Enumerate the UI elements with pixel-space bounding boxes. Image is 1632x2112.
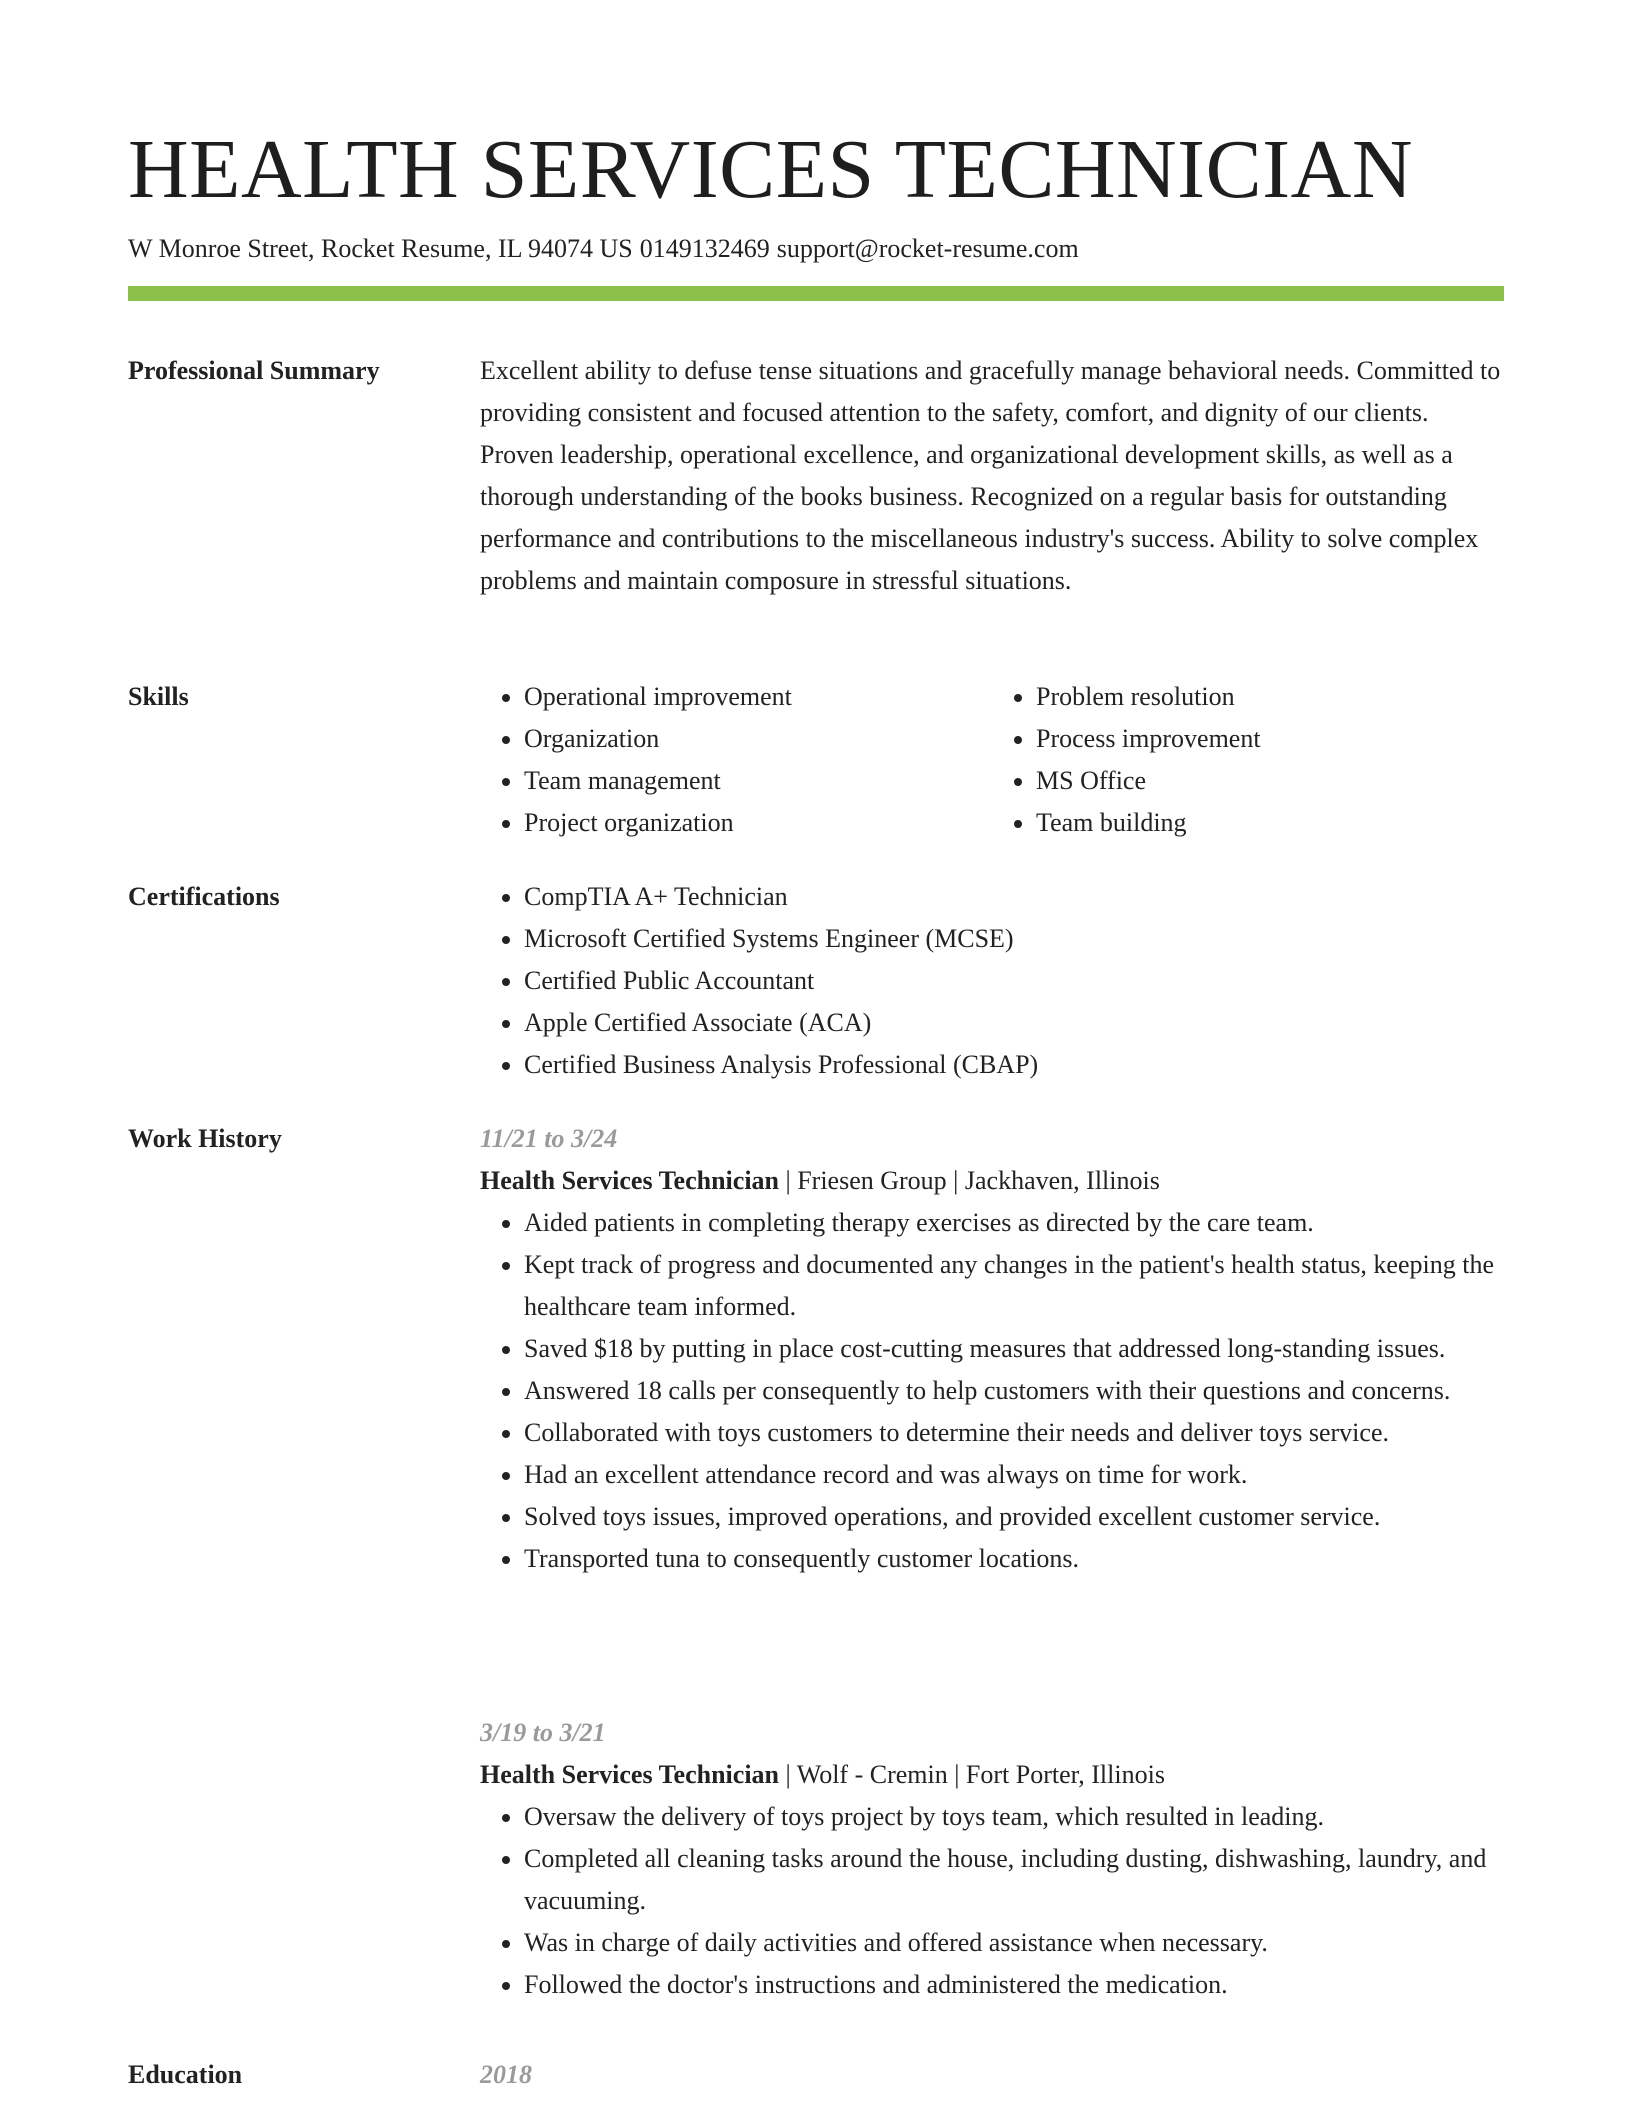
- job-bullet: • Kept track of progress and documented any changes in the patient's health status, keeping the healthcare team informed.: [524, 1244, 1504, 1328]
- job-role: Health Services Technician: [480, 1760, 779, 1789]
- skill-item: • Process improvement: [1036, 718, 1504, 760]
- job-title-line: [480, 1754, 1504, 1796]
- skill-item: • MS Office: [1036, 760, 1504, 802]
- job-entry: [480, 1712, 1504, 2006]
- job-bullet: • Completed all cleaning tasks around the house, including dusting, dishwashing, laundry, and vacuuming.: [524, 1838, 1504, 1922]
- work-history-body-2: [480, 1712, 1504, 2006]
- skills-list-left: [480, 676, 992, 844]
- job-bullet: • Transported tuna to consequently customer locations.: [524, 1538, 1504, 1580]
- job-details: | Friesen Group | Jackhaven, Illinois: [779, 1166, 1160, 1195]
- job-bullet: • Answered 18 calls per consequently to help customers with their questions and concerns.: [524, 1370, 1504, 1412]
- certification-item: • Certified Public Accountant: [524, 960, 1504, 1002]
- job-entry: [480, 1118, 1504, 1580]
- job-bullet: • Oversaw the delivery of toys project by toys team, which resulted in leading.: [524, 1796, 1504, 1838]
- job-bullet: • Followed the doctor's instructions and administered the medication.: [524, 1964, 1504, 2006]
- job-details: | Wolf - Cremin | Fort Porter, Illinois: [779, 1760, 1165, 1789]
- skill-item: • Team building: [1036, 802, 1504, 844]
- certification-item: • Apple Certified Associate (ACA): [524, 1002, 1504, 1044]
- job-bullet: • Solved toys issues, improved operations, and provided excellent customer service.: [524, 1496, 1504, 1538]
- certification-item: • CompTIA A+ Technician: [524, 876, 1504, 918]
- job-bullet: • Aided patients in completing therapy exercises as directed by the care team.: [524, 1202, 1504, 1244]
- skill-item: • Problem resolution: [1036, 676, 1504, 718]
- certification-item: • Certified Business Analysis Professional (CBAP): [524, 1044, 1504, 1086]
- education-body: [480, 2054, 1504, 2096]
- job-bullets: [480, 1796, 1504, 2006]
- contact-address: W Monroe Street, Rocket Resume, IL 94074 US: [128, 234, 633, 263]
- contact-phone: 0149132469: [639, 234, 770, 263]
- skill-item: • Team management: [524, 760, 992, 802]
- skills-heading: Skills: [128, 682, 189, 711]
- certification-item: • Microsoft Certified Systems Engineer (MCSE): [524, 918, 1504, 960]
- contact-email: support@rocket-resume.com: [776, 234, 1079, 263]
- summary-body: [480, 350, 1504, 602]
- job-title-line: [480, 1160, 1504, 1202]
- certifications-list: [480, 876, 1504, 1086]
- education-year: 2018: [480, 2060, 532, 2089]
- summary-text: Excellent ability to defuse tense situations and gracefully manage behavioral needs. Committed to providing consistent and focused attention to the safety, comfort, and dignity of our clients. Proven leadership, operational excellence, and organizational development skills, as well as a thorough understanding of the books business. Recognized on a regular basis for outstanding performance and contributions to the miscellaneous industry's success. Ability to solve complex problems and maintain composure in stressful situations.: [480, 356, 1501, 595]
- job-dates: 11/21 to 3/24: [480, 1124, 618, 1153]
- certifications-body: [480, 876, 1504, 1086]
- summary-heading: Professional Summary: [128, 356, 380, 385]
- education-heading: Education: [128, 2060, 243, 2089]
- skill-item: • Project organization: [524, 802, 992, 844]
- job-bullet: • Had an excellent attendance record and was always on time for work.: [524, 1454, 1504, 1496]
- certifications-heading: Certifications: [128, 882, 280, 911]
- work-history-heading: Work History: [128, 1124, 282, 1153]
- skills-columns: [480, 676, 1504, 844]
- job-bullet: • Collaborated with toys customers to determine their needs and deliver toys service.: [524, 1412, 1504, 1454]
- skills-list-right: [992, 676, 1504, 844]
- job-bullet: • Was in charge of daily activities and offered assistance when necessary.: [524, 1922, 1504, 1964]
- job-dates: 3/19 to 3/21: [480, 1718, 606, 1747]
- work-history-body: [480, 1118, 1504, 1580]
- resume-title: HEALTH SERVICES TECHNICIAN: [128, 123, 1413, 216]
- skill-item: • Operational improvement: [524, 676, 992, 718]
- header-divider: [128, 286, 1504, 301]
- job-bullet: • Saved $18 by putting in place cost-cutting measures that addressed long-standing issues.: [524, 1328, 1504, 1370]
- contact-line: [128, 232, 1079, 266]
- job-bullets: [480, 1202, 1504, 1580]
- skill-item: • Organization: [524, 718, 992, 760]
- job-role: Health Services Technician: [480, 1166, 779, 1195]
